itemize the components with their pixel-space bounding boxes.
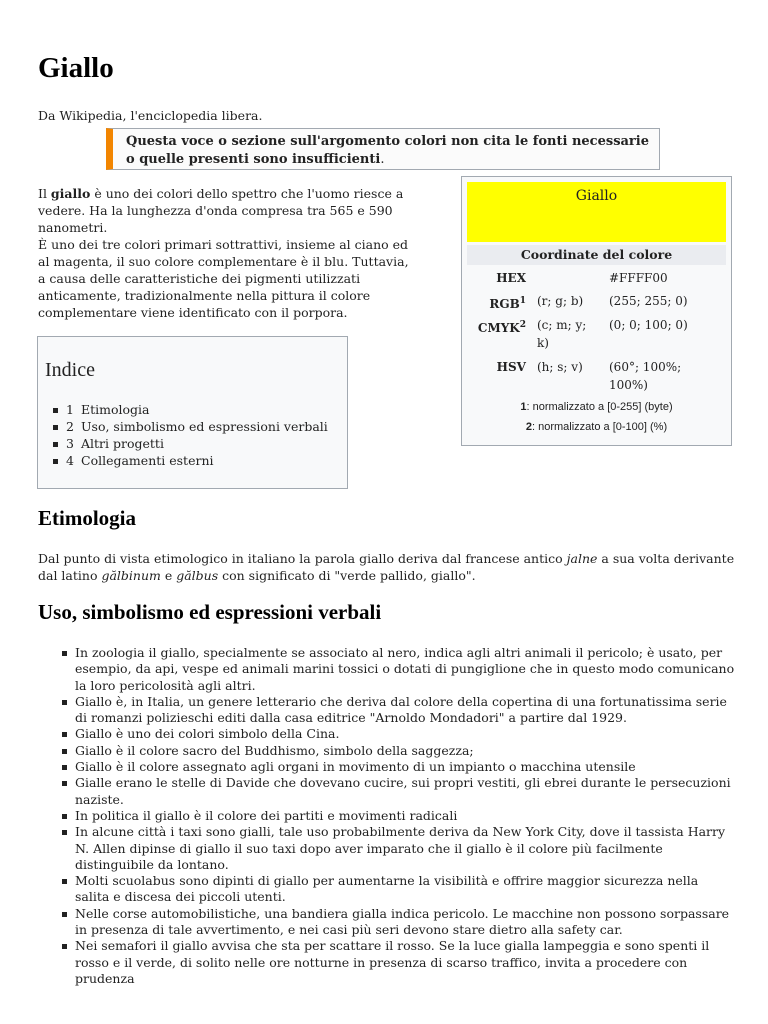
notice-end: . [380, 152, 385, 167]
row-key-text: RGB [489, 297, 520, 311]
row-key [472, 316, 526, 337]
note-text: : normalizzato a [0-255] (byte) [526, 401, 673, 413]
row-key-sup[interactable]: 1 [519, 296, 526, 306]
list-item: Nelle corse automobilistiche, una bandiera gialla indica pericolo. Le macchine non possono sorpassare in presenza di tale avvertimento, e nei casi più seri devono stare dietro alla safety car. [75, 906, 735, 939]
note-num: 1 [520, 401, 527, 413]
section-heading-etimologia: Etimologia [38, 506, 136, 530]
toc-list [66, 401, 328, 469]
intro-p1-pre: Il [38, 186, 51, 201]
toc-item-altri-progetti[interactable] [66, 435, 328, 452]
list-item: Molti scuolabus sono dipinti di giallo per aumentarne la visibilità e offrire maggior sicurezza nella salita e discesa dei piccoli utenti. [75, 873, 735, 906]
infobox-note-1 [462, 401, 731, 413]
toc-label[interactable]: Altri progetti [81, 436, 164, 451]
list-item: Giallo è il colore sacro del Buddhismo, simbolo della saggezza; [75, 743, 735, 759]
toc-num: 4 [66, 453, 74, 468]
row-key-sup[interactable]: 2 [519, 320, 526, 330]
row-key: HEX [496, 271, 526, 285]
list-item: Giallo è, in Italia, un genere letterario che deriva dal colore della copertina di una fortunatissima serie di romanzi polizieschi editi dalla casa editrice "Arnoldo Mondadori" a partire dal 1929. [75, 694, 735, 727]
list-item: In zoologia il giallo, specialmente se associato al nero, indica agli altri animali il pericolo; è usato, per esempio, da api, vespe ed animali marini tossici o dotati di pungiglione che in questo modo comunicano la loro pericolosità agli altri. [75, 645, 735, 693]
list-item: Giallo è uno dei colori simbolo della Cina. [75, 726, 735, 742]
etimologia-paragraph [38, 550, 753, 584]
notice-bold[interactable]: Questa voce o sezione sull'argomento colori non cita le fonti necessarie o quelle presenti sono insufficienti [126, 134, 649, 167]
table-of-contents [37, 336, 348, 489]
intro-p1-bold: giallo [50, 186, 91, 201]
toc-item-uso[interactable] [66, 418, 328, 435]
section-heading-uso: Uso, simbolismo ed espressioni verbali [38, 600, 382, 624]
etim-text-1: Dal punto di vista etimologico in italiano la parola giallo deriva dal francese antico [38, 551, 567, 566]
note-text: : normalizzato a [0-100] (%) [532, 421, 668, 433]
row-value: (60°; 100%; 100%) [609, 360, 682, 392]
etim-text-4: con significato di "verde pallido, giallo". [218, 568, 476, 583]
row-form: (h; s; v) [537, 360, 583, 374]
toc-item-collegamenti[interactable] [66, 452, 328, 469]
intro-p1-post: è uno dei colori dello spettro che l'uomo riesce a vedere. Ha la lunghezza d'onda compresa tra 565 e 590 nanometri. [38, 186, 404, 235]
notice-box [106, 128, 660, 170]
coord-header: Coordinate del colore [467, 245, 726, 265]
toc-title: Indice [45, 359, 95, 381]
toc-num: 1 [66, 402, 74, 417]
note-num: 2 [525, 421, 532, 433]
etim-italic-1: jalne [566, 551, 598, 566]
row-value: #FFFF00 [609, 271, 668, 285]
list-item: Giallo è il colore assegnato agli organi in movimento di un impianto o macchina utensile [75, 759, 735, 775]
row-value: (0; 0; 100; 0) [609, 318, 688, 332]
list-item: In alcune città i taxi sono gialli, tale uso probabilmente deriva da New York City, dove il tassista Harry N. Allen dipinse di giallo il suo taxi dopo aver imparato che il giallo è il colore più facilmente distinguibile da lontano. [75, 824, 735, 873]
toc-num: 3 [66, 436, 74, 451]
notice-text [126, 133, 651, 169]
intro-paragraph-1 [38, 185, 418, 236]
toc-label[interactable]: Uso, simbolismo ed espressioni verbali [81, 419, 328, 434]
etim-text-2: a sua volta derivante dal latino [38, 551, 735, 583]
toc-label[interactable]: Collegamenti esterni [81, 453, 214, 468]
toc-item-etimologia[interactable] [66, 401, 328, 418]
etim-italic-3: gălbus [176, 568, 219, 583]
list-item: Nei semafori il giallo avvisa che sta per scattare il rosso. Se la luce gialla lampeggia e sono spenti il rosso e il verde, di solito nelle ore notturne in presenza di scarso traffico, invita a procedere con prudenza [75, 938, 735, 987]
etim-text-3: e [160, 568, 177, 583]
infobox [461, 176, 732, 446]
list-item: In politica il giallo è il colore dei partiti e movimenti radicali [75, 808, 735, 824]
page-title: Giallo [38, 52, 114, 84]
from-line: Da Wikipedia, l'enciclopedia libera. [38, 108, 263, 123]
color-swatch [467, 182, 726, 242]
row-value: (255; 255; 0) [609, 294, 688, 308]
list-item: Gialle erano le stelle di Davide che dovevano cucire, sui propri vestiti, gli ebrei durante le persecuzioni naziste. [75, 775, 735, 808]
etim-italic-2: gălbinum [101, 568, 161, 583]
row-key [472, 292, 526, 313]
row-key-text: CMYK [477, 321, 520, 335]
row-form: (r; g; b) [537, 294, 584, 308]
uso-list [75, 645, 735, 987]
row-key: HSV [496, 360, 526, 374]
infobox-note-2 [462, 421, 731, 433]
toc-label[interactable]: Etimologia [81, 402, 150, 417]
infobox-title: Giallo [575, 188, 618, 204]
row-form: (c; m; y; k) [537, 318, 587, 350]
intro-paragraph-2: È uno dei tre colori primari sottrattivi, insieme al ciano ed al magenta, il suo colore complementare è il blu. Tuttavia, a causa delle caratteristiche dei pigmenti utilizzati anticamente, tradizionalmente nella pittura il colore complementare viene identificato con il porpora. [38, 237, 409, 320]
toc-num: 2 [66, 419, 74, 434]
